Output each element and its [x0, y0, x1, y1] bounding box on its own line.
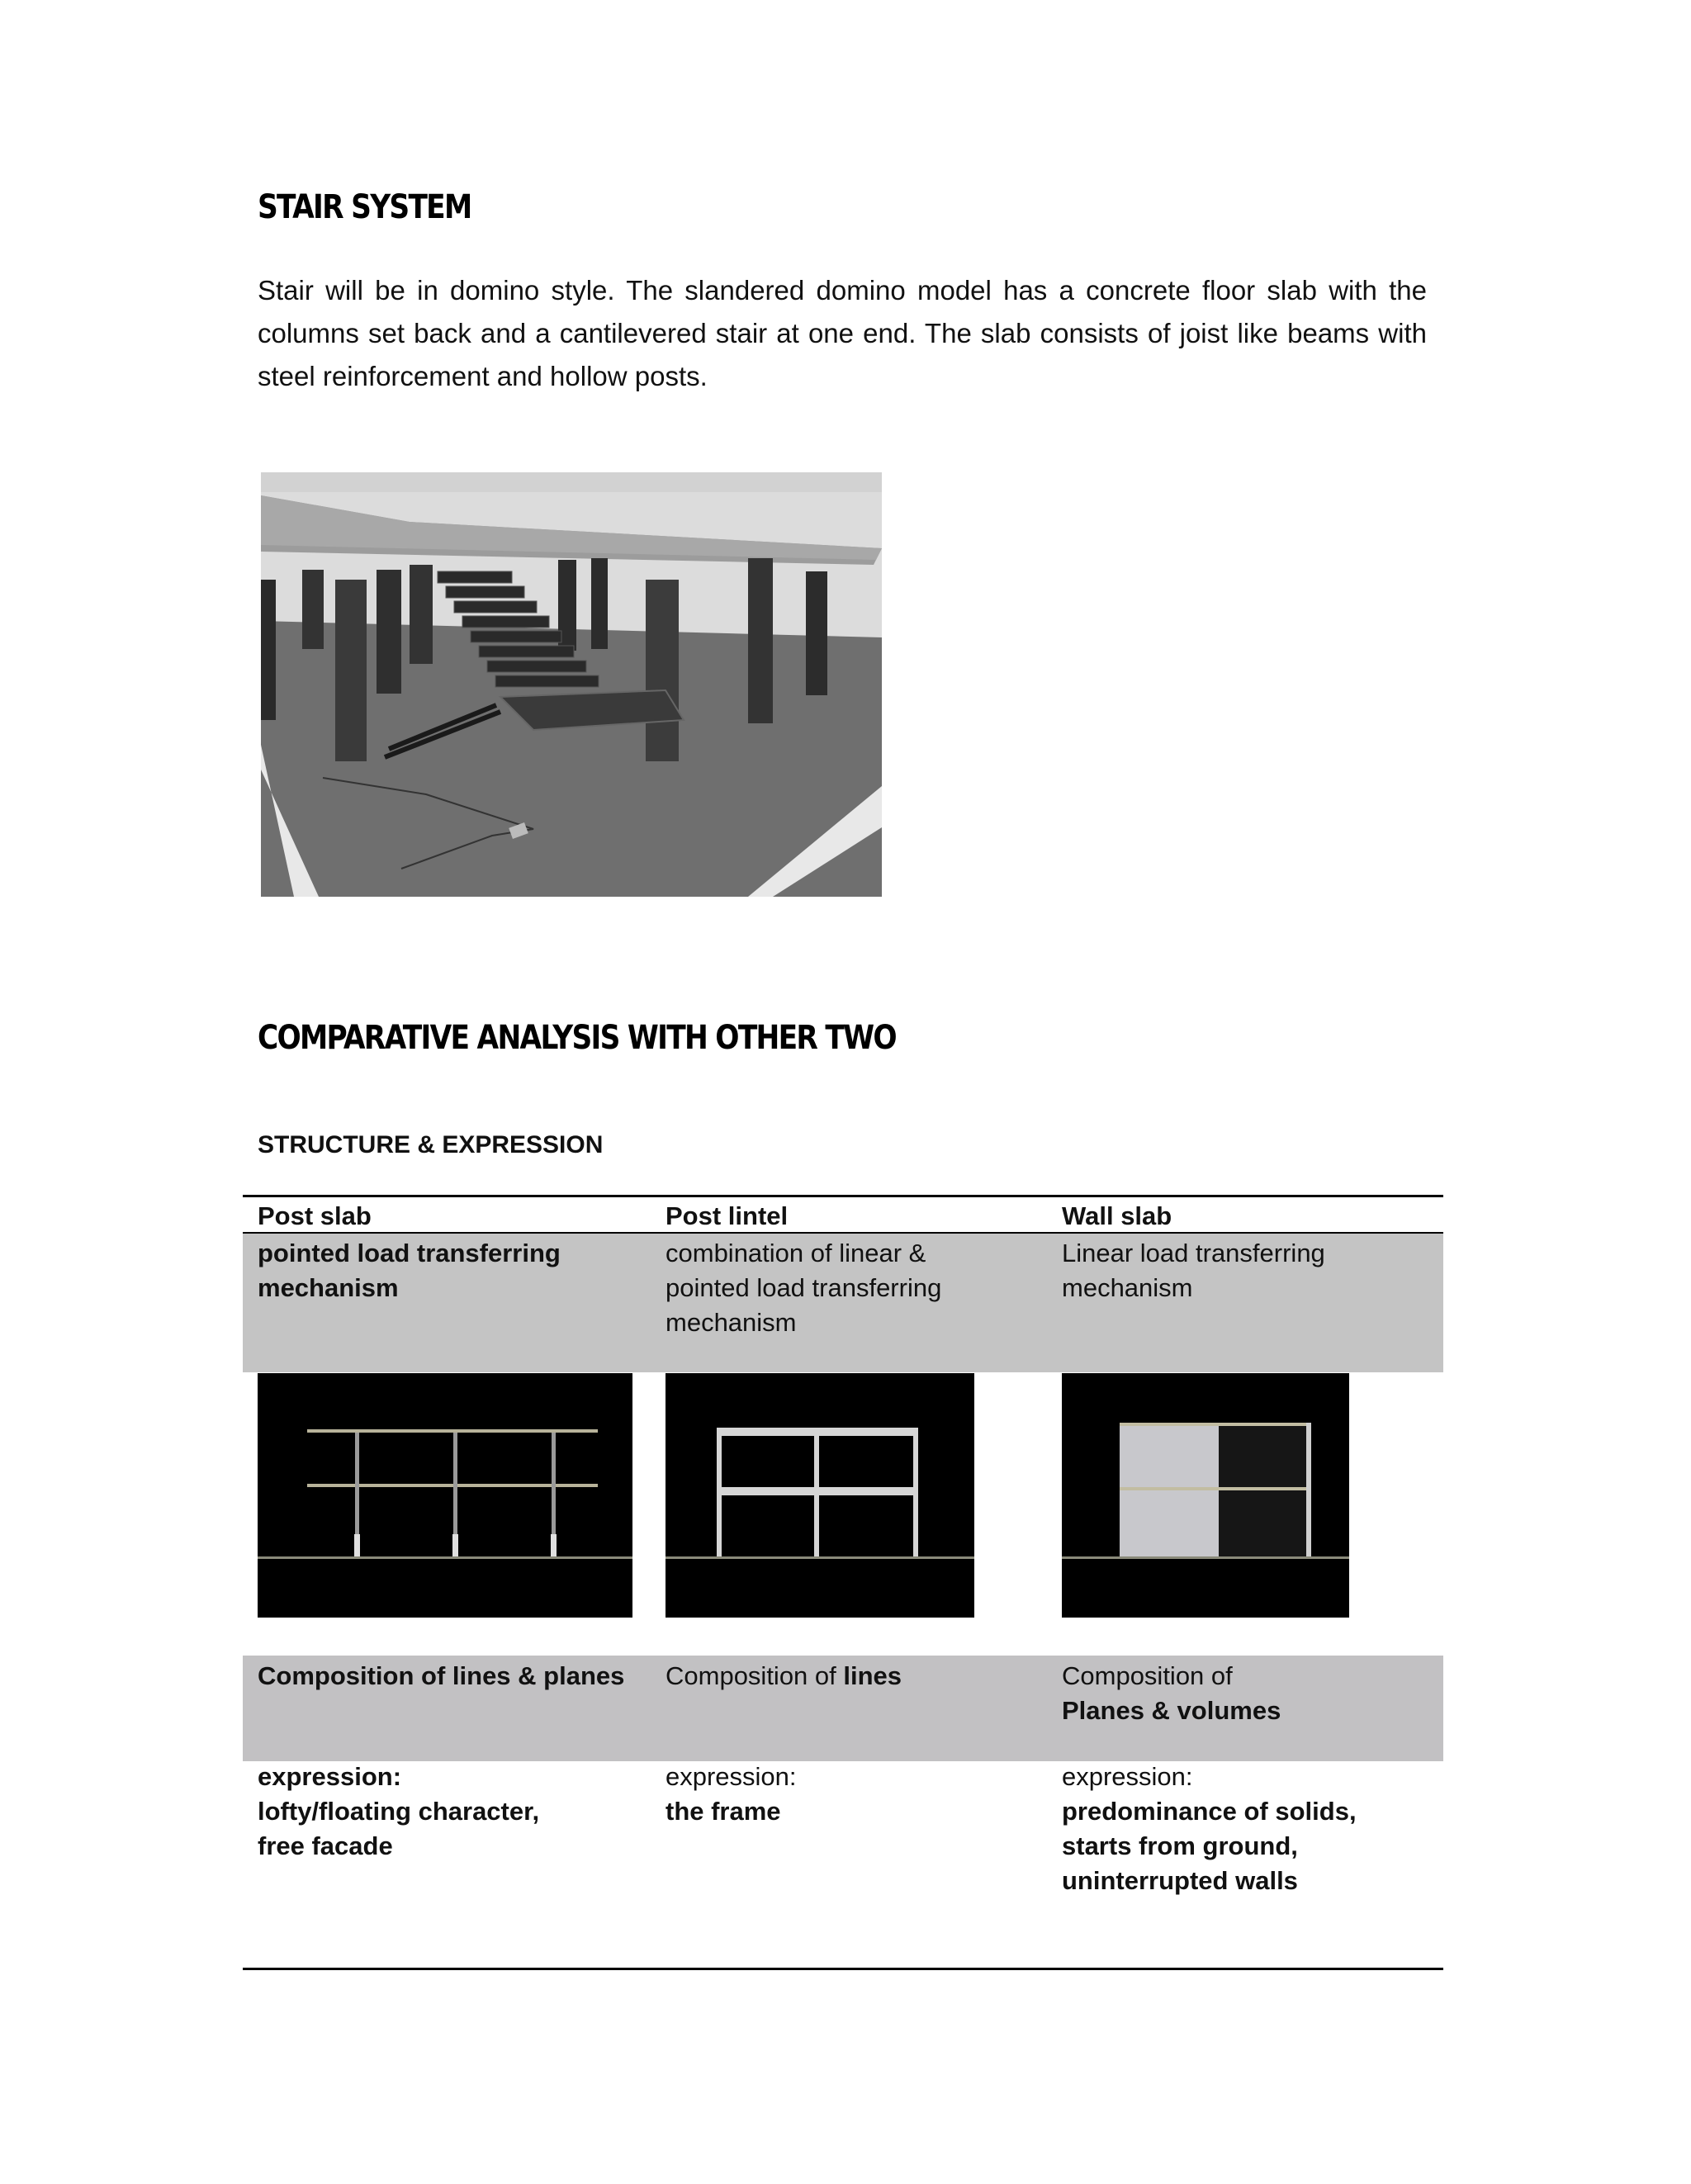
composition-wall-slab-prefix: Composition of — [1062, 1661, 1233, 1690]
table-bottom-rule — [243, 1968, 1443, 1970]
post-slab-diagram — [258, 1373, 632, 1618]
composition-post-lintel-prefix: Composition of — [666, 1661, 844, 1690]
header-post-slab: Post slab — [258, 1201, 372, 1230]
expression-label: expression: — [1062, 1762, 1193, 1791]
header-wall-slab: Wall slab — [1062, 1201, 1172, 1230]
expression-post-slab-line: lofty/floating character, — [258, 1797, 540, 1826]
expression-post-slab-line: free facade — [258, 1831, 393, 1860]
mechanism-wall-slab: Linear load transferring mechanism — [1062, 1239, 1325, 1302]
stair-description-paragraph: Stair will be in domino style. The slandered domino model has a concrete floor slab with the columns set back and a cantilevered stair at one end. The slab consists of joist like beams with steel reinforcement and hollow posts. — [258, 275, 1427, 391]
table-top-rule — [243, 1195, 1443, 1197]
domino-stair-model-image — [261, 472, 882, 897]
expression-wall-slab-line: starts from ground, — [1062, 1831, 1298, 1860]
expression-wall-slab-line: uninterrupted walls — [1062, 1866, 1298, 1895]
mechanism-post-slab: pointed load transferring mechanism — [258, 1239, 561, 1302]
post-lintel-diagram — [666, 1373, 974, 1618]
expression-post-lintel-line: the frame — [666, 1797, 781, 1826]
composition-post-slab: Composition of lines & planes — [258, 1661, 625, 1690]
composition-wall-slab-emphasis: Planes & volumes — [1062, 1696, 1281, 1725]
mechanism-post-lintel: combination of linear & pointed load transferring mechanism — [666, 1239, 942, 1337]
header-post-lintel: Post lintel — [666, 1201, 789, 1230]
expression-label: expression: — [258, 1762, 402, 1791]
stair-system-heading: STAIR SYSTEM — [258, 188, 471, 226]
expression-post-lintel — [666, 1760, 1029, 1829]
expression-wall-slab-line: predominance of solids, — [1062, 1797, 1357, 1826]
composition-post-lintel-emphasis: lines — [843, 1661, 902, 1690]
wall-slab-diagram — [1062, 1373, 1349, 1618]
composition-wall-slab — [1062, 1659, 1425, 1728]
expression-post-slab — [258, 1760, 637, 1864]
expression-wall-slab — [1062, 1760, 1425, 1898]
comparative-analysis-heading: COMPARATIVE ANALYSIS WITH OTHER TWO — [258, 1019, 896, 1057]
composition-post-lintel — [666, 1659, 1029, 1694]
structure-expression-subheading: STRUCTURE & EXPRESSION — [258, 1131, 604, 1158]
expression-label: expression: — [666, 1762, 797, 1791]
